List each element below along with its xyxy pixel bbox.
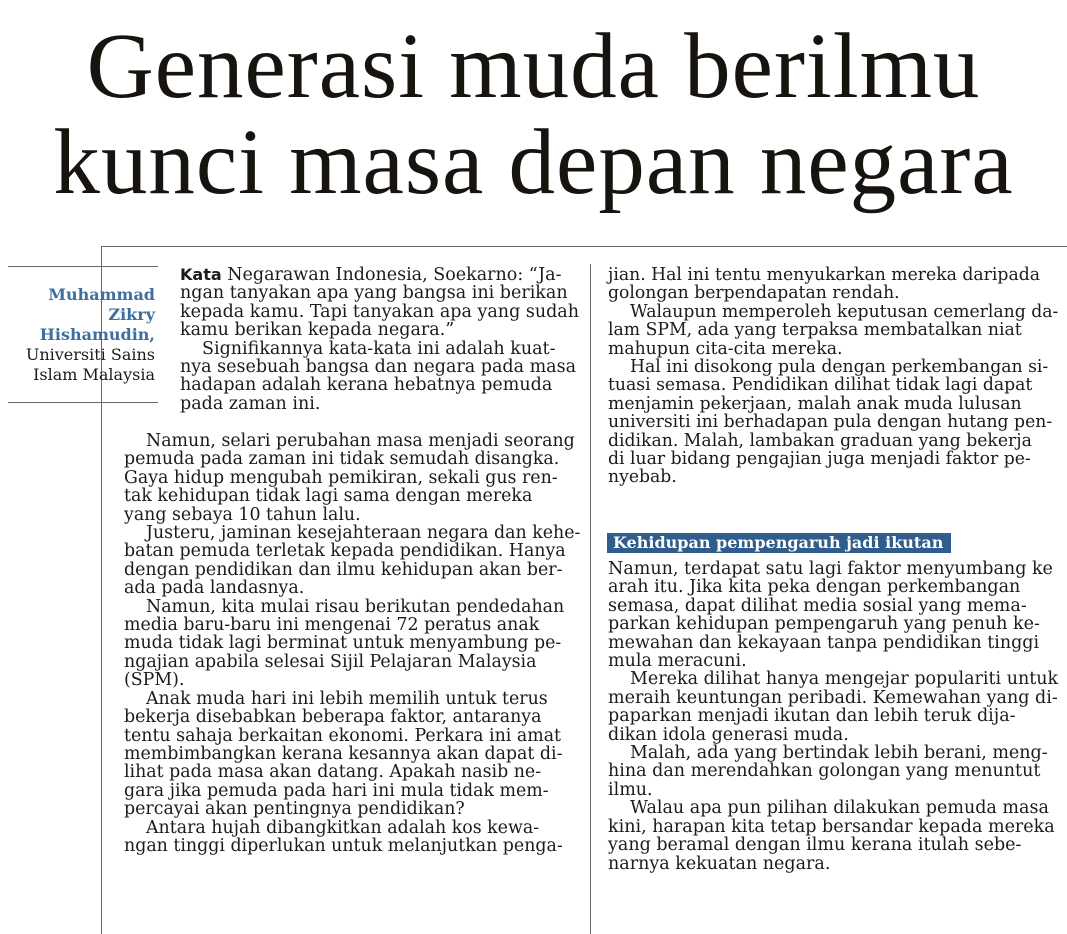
column-1-bottom bbox=[124, 432, 580, 855]
author-affiliation-line: Islam Malaysia bbox=[33, 365, 155, 384]
text-line: Anak muda hari ini lebih memilih untuk terus bbox=[146, 688, 548, 709]
text-line: hina dan merendahkan golongan yang menuntut bbox=[608, 761, 1041, 782]
text-line: pada zaman ini. bbox=[180, 393, 321, 414]
text-line: Mereka dilihat hanya mengejar populariti untuk bbox=[630, 669, 1059, 690]
headline-line-2: kunci masa depan negara bbox=[53, 111, 1014, 214]
top-rule bbox=[101, 246, 1067, 247]
text-line: Malah, ada yang bertindak lebih berani, meng- bbox=[630, 743, 1048, 764]
text-line: parkan kehidupan pempengaruh yang penuh ke- bbox=[608, 614, 1040, 635]
text-line: Signifikannya kata-kata ini adalah kuat- bbox=[202, 338, 556, 359]
text-line: mula meracuni. bbox=[608, 651, 747, 672]
author-name-line: Muhammad bbox=[48, 285, 155, 304]
text-line: di luar bidang pengajian juga menjadi faktor pe- bbox=[608, 449, 1031, 470]
text-line: tak kehidupan tidak lagi sama dengan mereka bbox=[124, 486, 533, 507]
text-line: semasa, dapat dilihat media sosial yang mema- bbox=[608, 595, 1027, 616]
text-line: paparkan menjadi ikutan dan lebih teruk dija- bbox=[608, 706, 1016, 727]
text-line: nya sesebuah bangsa dan negara pada masa bbox=[180, 357, 577, 378]
column-2-top bbox=[608, 266, 1058, 487]
text-line: golongan berpendapatan rendah. bbox=[608, 283, 900, 304]
text-line: ngajian apabila selesai Sijil Pelajaran Malaysia bbox=[124, 651, 537, 672]
text-line: ilmu. bbox=[608, 779, 653, 800]
text-line: yang beramal dengan ilmu kerana itulah sebe- bbox=[608, 835, 1022, 856]
text-line: (SPM). bbox=[124, 670, 185, 691]
text-line: meraih keuntungan peribadi. Kemewahan yang di- bbox=[608, 687, 1058, 708]
text-line: tentu sahaja berkaitan ekonomi. Perkara ini amat bbox=[124, 725, 562, 746]
text-line: narnya kekuatan negara. bbox=[608, 853, 831, 874]
text-line: muda tidak lagi berminat untuk menyambung pe- bbox=[124, 633, 562, 654]
text-line: jian. Hal ini tentu menyukarkan mereka daripada bbox=[608, 265, 1040, 285]
text-line: Namun, kita mulai risau berikutan pendedahan bbox=[146, 596, 565, 617]
column-2-bottom bbox=[608, 560, 1058, 873]
text-line: lam SPM, ada yang terpaksa membatalkan niat bbox=[608, 320, 1022, 341]
headline-line-1: Generasi muda berilmu bbox=[86, 15, 981, 118]
author-affiliation-line: Universiti Sains bbox=[25, 345, 155, 364]
text-line: Hal ini disokong pula dengan perkembangan si- bbox=[630, 357, 1049, 378]
text-line: nyebab. bbox=[608, 467, 677, 488]
text-line: hadapan adalah kerana hebatnya pemuda bbox=[180, 375, 553, 396]
text-line: didikan. Malah, lambakan graduan yang bekerja bbox=[608, 430, 1032, 451]
text-line: media baru-baru ini mengenai 72 peratus anak bbox=[124, 615, 540, 636]
text-line: membimbangkan kerana kesannya akan dapat di- bbox=[124, 743, 563, 764]
text-line: Walaupun memperoleh keputusan cemerlang da- bbox=[630, 301, 1059, 322]
text-line: bekerja disebabkan beberapa faktor, antaranya bbox=[124, 707, 542, 728]
byline bbox=[26, 285, 155, 385]
text-line: Gaya hidup mengubah pemikiran, sekali gus ren- bbox=[124, 467, 558, 488]
text-line: Justeru, jaminan kesejahteraan negara dan kehe- bbox=[146, 523, 581, 544]
text-line: mewahan dan kekayaan tanpa pendidikan tinggi bbox=[608, 632, 1040, 653]
center-column-rule bbox=[590, 264, 591, 934]
text-line: Antara hujah dibangkitkan adalah kos kewa- bbox=[146, 817, 540, 838]
text-line: tuasi semasa. Pendidikan dilihat tidak lagi dapat bbox=[608, 375, 1033, 396]
text-line: ngan tanyakan apa yang bangsa ini berikan bbox=[180, 283, 568, 304]
text-line: gara jika pemuda pada hari ini mula tidak mem- bbox=[124, 780, 549, 801]
text-line: menjamin pekerjaan, malah anak muda lulusan bbox=[608, 393, 1022, 414]
column-1-top bbox=[180, 266, 579, 413]
text-line: Namun, terdapat satu lagi faktor menyumbang ke bbox=[608, 559, 1053, 579]
lead-word: Kata bbox=[180, 265, 222, 284]
text-line: kini, harapan kita tetap bersandar kepada mereka bbox=[608, 816, 1055, 837]
text-line: batan pemuda terletak kepada pendidikan. Hanya bbox=[124, 541, 566, 562]
byline-rule-bottom bbox=[8, 402, 158, 403]
text-line: percayai akan pentingnya pendidikan? bbox=[124, 799, 465, 820]
text-line: arah itu. Jika kita peka dengan perkembangan bbox=[608, 577, 1021, 598]
text-line: ada pada landasnya. bbox=[124, 578, 305, 599]
text-line: pemuda pada zaman ini tidak semudah disangka. bbox=[124, 449, 560, 470]
text-line: Negarawan Indonesia, Soekarno: “Ja- bbox=[221, 265, 562, 285]
section-subhead: Kehidupan pempengaruh jadi ikutan bbox=[607, 533, 951, 553]
text-line: yang sebaya 10 tahun lalu. bbox=[124, 504, 361, 525]
author-name-line: Hishamudin, bbox=[39, 325, 155, 344]
text-line: dengan pendidikan dan ilmu kehidupan akan ber- bbox=[124, 559, 563, 580]
byline-rule-top bbox=[8, 266, 158, 267]
text-line: kepada kamu. Tapi tanyakan apa yang sudah bbox=[180, 301, 580, 322]
text-line: Walau apa pun pilihan dilakukan pemuda masa bbox=[630, 798, 1049, 819]
text-line: kamu berikan kepada negara.” bbox=[180, 320, 455, 341]
text-line: mahupun cita-cita mereka. bbox=[608, 338, 843, 359]
text-line: ngan tinggi diperlukan untuk melanjutkan penga- bbox=[124, 835, 563, 856]
text-line: Namun, selari perubahan masa menjadi seorang bbox=[146, 431, 575, 451]
author-name-line: Zikry bbox=[108, 305, 155, 324]
text-line: universiti ini berhadapan pula dengan hutang pen- bbox=[608, 412, 1053, 433]
text-line: lihat pada masa akan datang. Apakah nasib ne- bbox=[124, 762, 542, 783]
text-line: dikan idola generasi muda. bbox=[608, 724, 849, 745]
